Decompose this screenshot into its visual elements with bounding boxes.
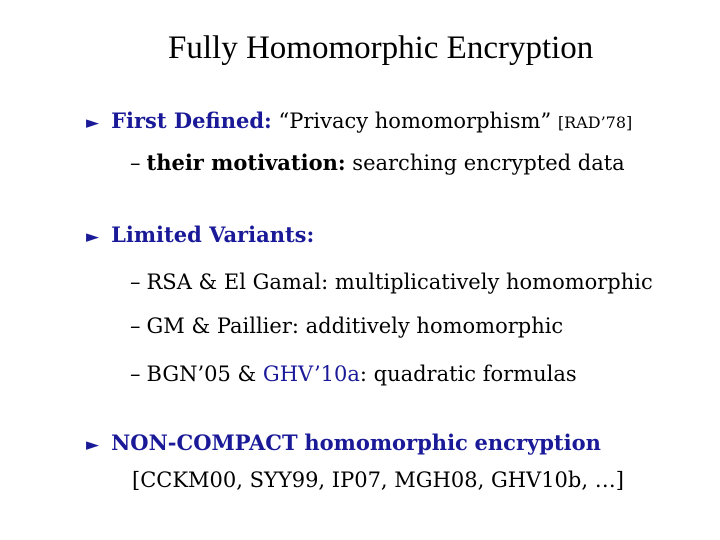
sub-item-motivation (130, 150, 625, 175)
sub-text: RSA & El Gamal: multiplicatively homomorphic (146, 270, 653, 294)
bullet-label: NON-COMPACT (111, 430, 298, 455)
bullet-limited-variants (86, 222, 314, 247)
sub-item-rsa (130, 270, 653, 294)
bullet-arrow-icon: ► (86, 113, 100, 133)
bullet-text: “Privacy homomorphism” (278, 109, 552, 133)
bullet-first-defined (86, 108, 632, 133)
bullet-label: Limited Variants: (111, 222, 315, 247)
sub-item-gm (130, 314, 563, 338)
sub-item-bgn (130, 362, 577, 386)
reference-list: [CCKM00, SYY99, IP07, MGH08, GHV10b, …] (132, 468, 624, 492)
ghv-link[interactable]: GHV’10a (262, 362, 360, 386)
dash: – (130, 270, 141, 294)
dash: – (130, 151, 141, 175)
slide-title: Fully Homomorphic Encryption (168, 30, 594, 66)
bullet-mid: homomorphic (304, 430, 468, 455)
bullet-arrow-icon: ► (86, 435, 100, 455)
sub-text-post: : quadratic formulas (359, 362, 577, 386)
dash: – (130, 314, 141, 338)
sub-text-pre: BGN’05 & (146, 362, 263, 386)
bullet-label: First Defined: (111, 108, 272, 133)
reference: [RAD’78] (557, 113, 633, 132)
bullet-non-compact (86, 430, 601, 455)
sub-label: their motivation: (146, 150, 346, 175)
bullet-end: encryption (474, 430, 601, 455)
sub-text: GM & Paillier: additively homomorphic (146, 314, 564, 338)
dash: – (130, 362, 141, 386)
bullet-arrow-icon: ► (86, 227, 100, 247)
sub-text: searching encrypted data (352, 151, 625, 175)
